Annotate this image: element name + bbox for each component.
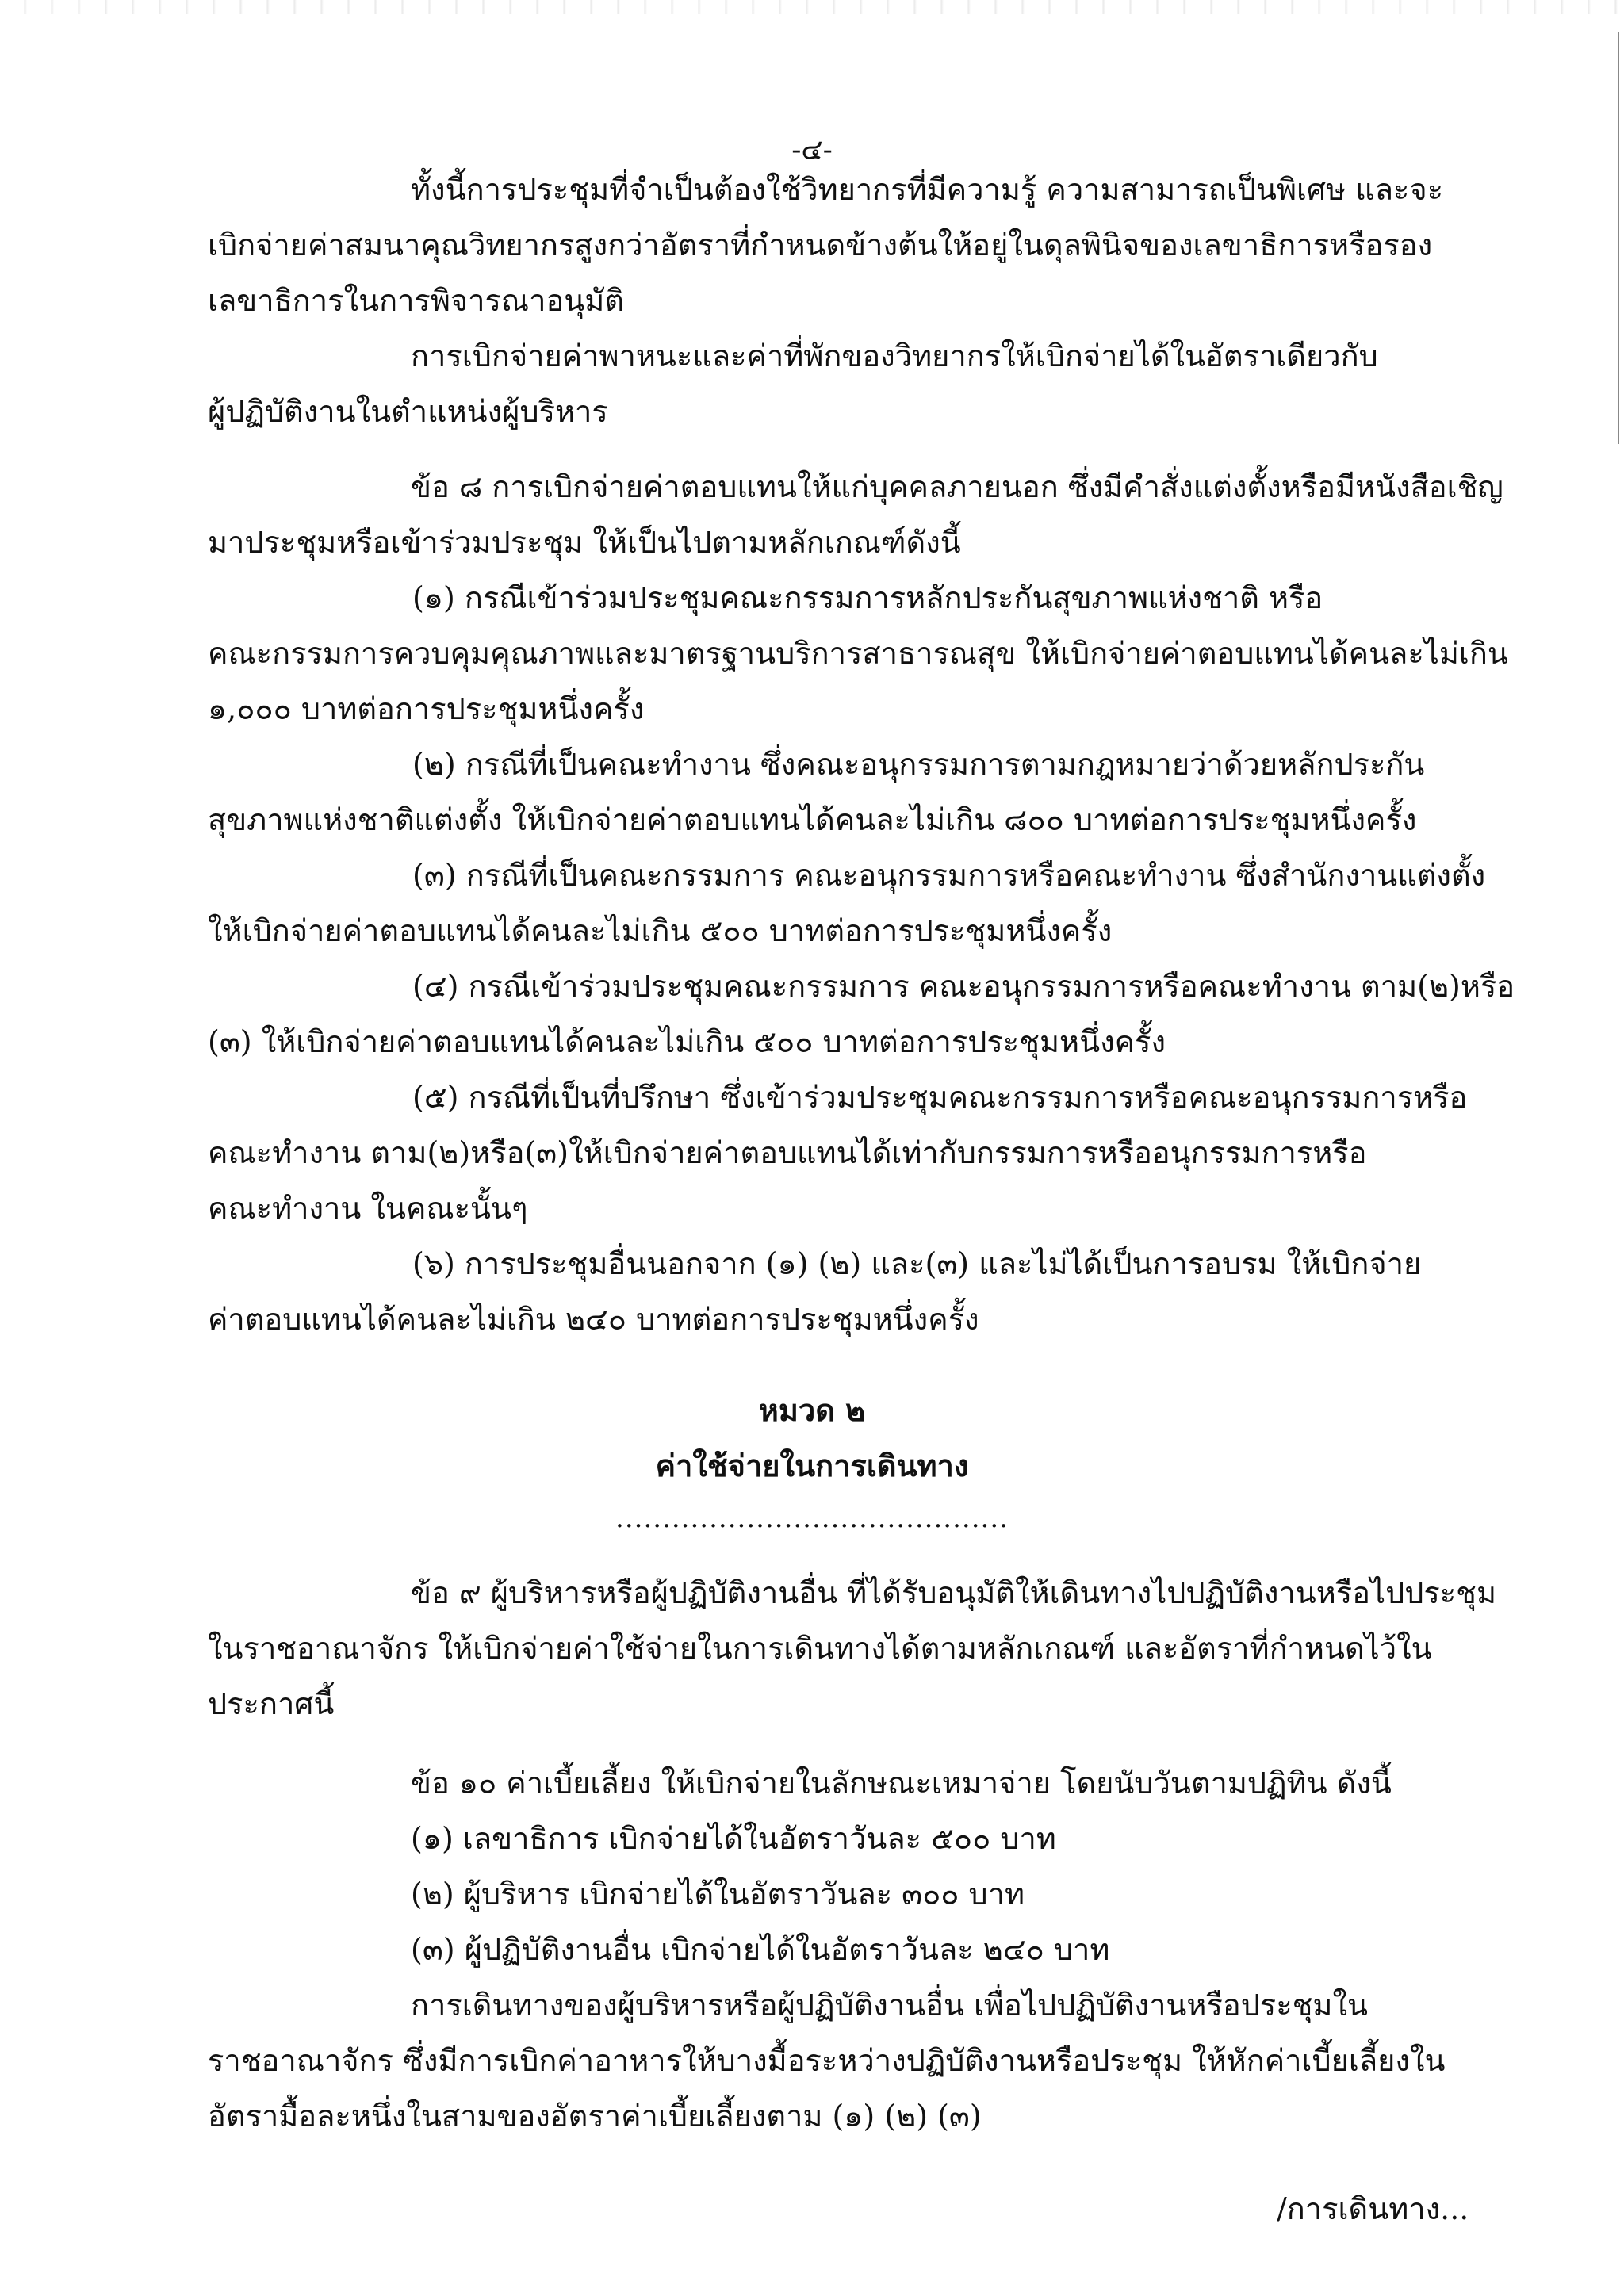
text-line: อัตรามื้อละหนึ่งในสามของอัตราค่าเบี้ยเลี้ยงตาม (๑) (๒) (๓) <box>208 2099 982 2133</box>
text-line: ประกาศนี้ <box>208 1686 335 1721</box>
text-line: ผู้ปฏิบัติงานในตำแหน่งผู้บริหาร <box>208 394 608 429</box>
text-line: ทั้งนี้การประชุมที่จำเป็นต้องใช้วิทยากรที่มีความรู้ ความสามารถเป็นพิเศษ และจะ <box>411 172 1444 207</box>
text-line: คณะกรรมการควบคุมคุณภาพและมาตรฐานบริการสาธารณสุข ให้เบิกจ่ายค่าตอบแทนได้คนละไม่เกิน <box>208 636 1508 671</box>
text-line: (๒) ผู้บริหาร เบิกจ่ายได้ในอัตราวันละ ๓๐๐ บาท <box>411 1877 1025 1911</box>
text-line: (๒) กรณีที่เป็นคณะทำงาน ซึ่งคณะอนุกรรมการตามกฎหมายว่าด้วยหลักประกัน <box>412 747 1425 782</box>
text-line: (๖) การประชุมอื่นนอกจาก (๑) (๒) และ(๓) และไม่ได้เป็นการอบรม ให้เบิกจ่าย <box>412 1246 1422 1281</box>
text-line: (๔) กรณีเข้าร่วมประชุมคณะกรรมการ คณะอนุกรรมการหรือคณะทำงาน ตาม(๒)หรือ <box>412 969 1515 1004</box>
text-line: เบิกจ่ายค่าสมนาคุณวิทยากรสูงกว่าอัตราที่กำหนดข้างต้นให้อยู่ในดุลพินิจของเลขาธิการหรือรอง <box>208 228 1433 262</box>
text-line: ๑,๐๐๐ บาทต่อการประชุมหนึ่งครั้ง <box>208 691 645 726</box>
scan-edge-right <box>1618 32 1619 444</box>
text-line: (๑) กรณีเข้าร่วมประชุมคณะกรรมการหลักประกันสุขภาพแห่งชาติ หรือ <box>412 580 1323 615</box>
text-line: ค่าตอบแทนได้คนละไม่เกิน ๒๔๐ บาทต่อการประชุมหนึ่งครั้ง <box>208 1302 979 1337</box>
text-line: ข้อ ๘ การเบิกจ่ายค่าตอบแทนให้แก่บุคคลภายนอก ซึ่งมีคำสั่งแต่งตั้งหรือมีหนังสือเชิญ <box>411 469 1503 504</box>
text-line: ในราชอาณาจักร ให้เบิกจ่ายค่าใช้จ่ายในการเดินทางได้ตามหลักเกณฑ์ และอัตราที่กำหนดไว้ใน <box>208 1631 1432 1666</box>
text-line: ราชอาณาจักร ซึ่งมีการเบิกค่าอาหารให้บางมื้อระหว่างปฏิบัติงานหรือประชุม ให้หักค่าเบี้ยเลี้ยงใน <box>208 2043 1446 2078</box>
text-line: ให้เบิกจ่ายค่าตอบแทนได้คนละไม่เกิน ๕๐๐ บาทต่อการประชุมหนึ่งครั้ง <box>208 913 1113 948</box>
text-line: (๕) กรณีที่เป็นที่ปรึกษา ซึ่งเข้าร่วมประชุมคณะกรรมการหรือคณะอนุกรรมการหรือ <box>412 1080 1468 1115</box>
text-line: ข้อ ๑๐ ค่าเบี้ยเลี้ยง ให้เบิกจ่ายในลักษณะเหมาจ่าย โดยนับวันตามปฏิทิน ดังนี้ <box>411 1766 1392 1800</box>
text-line: การเบิกจ่ายค่าพาหนะและค่าที่พักของวิทยากรให้เบิกจ่ายได้ในอัตราเดียวกับ <box>411 339 1378 373</box>
continuation-marker: /การเดินทาง... <box>1277 2191 1469 2226</box>
dotted-separator: .......................................... <box>615 1502 1009 1534</box>
text-line: คณะทำงาน ตาม(๒)หรือ(๓)ให้เบิกจ่ายค่าตอบแทนได้เท่ากับกรรมการหรืออนุกรรมการหรือ <box>208 1135 1367 1170</box>
text-line: คณะทำงาน ในคณะนั้นๆ <box>208 1191 528 1226</box>
text-line: สุขภาพแห่งชาติแต่งตั้ง ให้เบิกจ่ายค่าตอบแทนได้คนละไม่เกิน ๘๐๐ บาทต่อการประชุมหนึ่งครั้ง <box>208 802 1417 837</box>
text-line: (๓) ให้เบิกจ่ายค่าตอบแทนได้คนละไม่เกิน ๕๐๐ บาทต่อการประชุมหนึ่งครั้ง <box>208 1024 1166 1059</box>
text-line: (๓) กรณีที่เป็นคณะกรรมการ คณะอนุกรรมการหรือคณะทำงาน ซึ่งสำนักงานแต่งตั้ง <box>412 858 1486 893</box>
page-number: -๔- <box>791 134 833 166</box>
text-line: (๑) เลขาธิการ เบิกจ่ายได้ในอัตราวันละ ๕๐๐ บาท <box>411 1821 1056 1856</box>
text-line: การเดินทางของผู้บริหารหรือผู้ปฏิบัติงานอื่น เพื่อไปปฏิบัติงานหรือประชุมใน <box>411 1988 1369 2022</box>
section-heading: หมวด ๒ <box>758 1392 866 1428</box>
text-line: มาประชุมหรือเข้าร่วมประชุม ให้เป็นไปตามหลักเกณฑ์ดังนี้ <box>208 525 961 560</box>
text-line: ข้อ ๙ ผู้บริหารหรือผู้ปฏิบัติงานอื่น ที่ได้รับอนุมัติให้เดินทางไปปฏิบัติงานหรือไปประชุม <box>411 1575 1497 1610</box>
section-title: ค่าใช้จ่ายในการเดินทาง <box>655 1448 969 1483</box>
scan-edge-top <box>0 0 1624 14</box>
text-line: (๓) ผู้ปฏิบัติงานอื่น เบิกจ่ายได้ในอัตราวันละ ๒๔๐ บาท <box>411 1932 1110 1967</box>
text-line: เลขาธิการในการพิจารณาอนุมัติ <box>208 283 625 318</box>
